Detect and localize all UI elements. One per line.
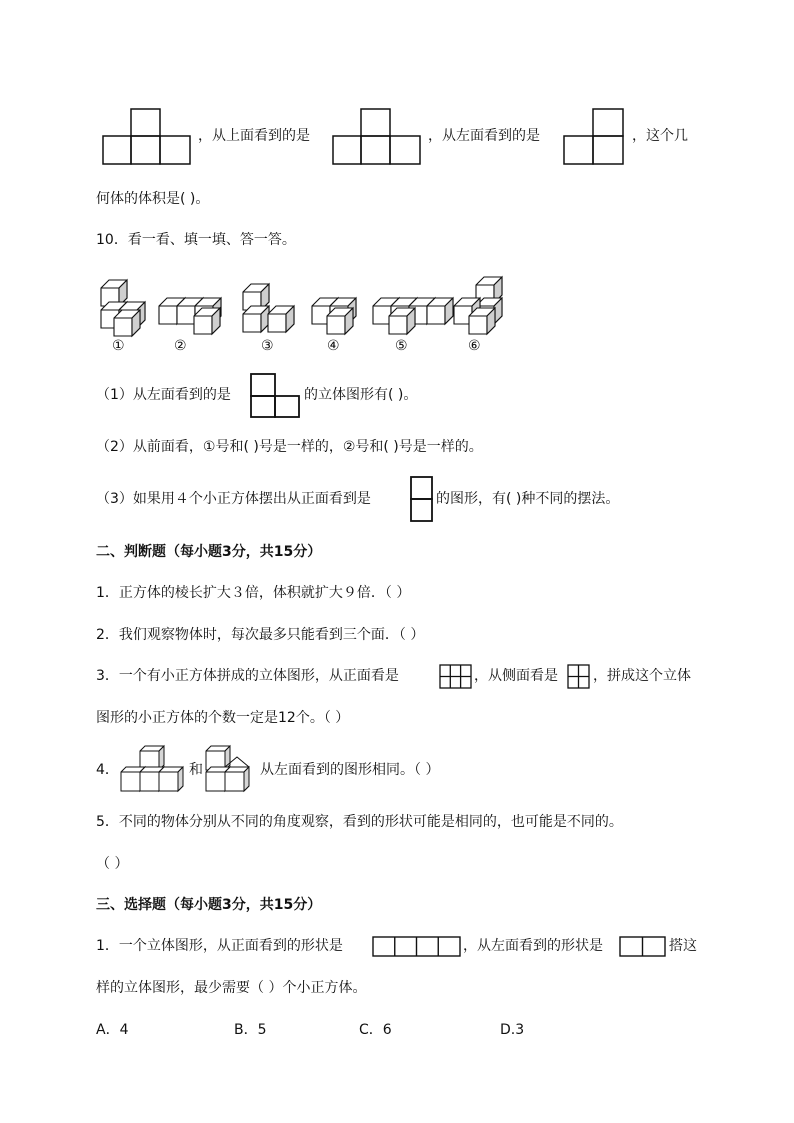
section2-heading: 二、判断题（每小题3分，共15分） [96,544,322,560]
q10-sub3-b: 的图形，有( )种不同的摆法。 [436,491,620,507]
sec2-item-3-a: 3．一个有小正方体拼成的立体图形，从正面看是 [96,668,399,684]
solid-label-1: ① [112,338,125,354]
sec2-item-3-d: 图形的小正方体的个数一定是12个。（ ） [96,710,350,726]
q10-solids-figure [96,270,516,360]
q10-sub1-b: 的立体图形有( )。 [304,387,418,403]
section3-heading: 三、选择题（每小题3分，共15分） [96,897,322,913]
option-c: C．6 [359,1022,392,1038]
sec3-item1-left-view [619,936,667,958]
sec2-item-1: 1．正方体的棱长扩大３倍，体积就扩大９倍．（ ） [96,585,411,601]
solid-label-5: ⑤ [395,338,408,354]
solid-label-3: ③ [261,338,274,354]
q9-text-left: ，从左面看到的是 [428,128,540,144]
sec2-item-4-a: 4． [96,762,119,778]
sec3-item-1-b: ，从左面看到的形状是 [463,938,603,954]
option-d: D.3 [500,1022,525,1038]
solid-5 [373,298,453,334]
solid-4 [312,298,356,334]
sec2-item-5-b: （ ） [96,856,129,872]
sec3-item-1-d: 样的立体图形，最少需要（ ）个小正方体。 [96,980,367,996]
sec3-item-1-a: 1．一个立体图形，从正面看到的形状是 [96,938,343,954]
sec2-item-5-a: 5．不同的物体分别从不同的角度观察，看到的形状可能是相同的，也可能是不同的。 [96,814,623,830]
sec2-item-3-c: ，拼成这个立体 [593,668,691,684]
q9-top-view-figure [332,108,422,166]
solid-1 [101,280,145,336]
sec2-item-3-b: ，从侧面看是 [474,668,558,684]
solid-label-6: ⑥ [468,338,481,354]
sec2-item-2: 2．我们观察物体时，每次最多只能看到三个面．（ ） [96,627,425,643]
q9-front-view-figure [102,108,192,166]
sec3-item1-front-view [372,936,462,958]
solid-2 [159,298,221,334]
q10-sub2: （2）从前面看，①号和( )号是一样的，②号和( )号是一样的。 [96,439,483,455]
q10-title: 10．看一看、填一填、答一答。 [96,232,296,248]
q9-left-view-figure [563,108,627,166]
sec2-item4-solid-a [118,744,190,794]
q10-sub1-left-view [250,373,302,419]
sec2-item3-front-view [439,664,473,690]
option-a: A．4 [96,1022,129,1038]
q10-sub1-a: （1）从左面看到的是 [96,387,231,403]
sec2-item-4-c: 从左面看到的图形相同。（ ） [260,762,440,778]
sec2-item4-solid-b [203,744,259,794]
q10-sub3-front-view [410,476,434,523]
sec2-item-4-b: 和 [189,762,203,778]
solid-6 [454,277,502,334]
q10-sub3-a: （3）如果用４个小正方体摆出从正面看到是 [96,491,371,507]
solid-label-2: ② [174,338,187,354]
q9-text-tail: ，这个几 [632,128,688,144]
q9-text-top: ，从上面看到的是 [198,128,310,144]
solid-3 [243,284,294,332]
sec3-item-1-c: 搭这 [669,938,697,954]
sec2-item3-side-view [567,664,591,690]
solid-label-4: ④ [327,338,340,354]
option-b: B．5 [234,1022,267,1038]
q9-volume-line: 何体的体积是( )。 [96,191,210,207]
